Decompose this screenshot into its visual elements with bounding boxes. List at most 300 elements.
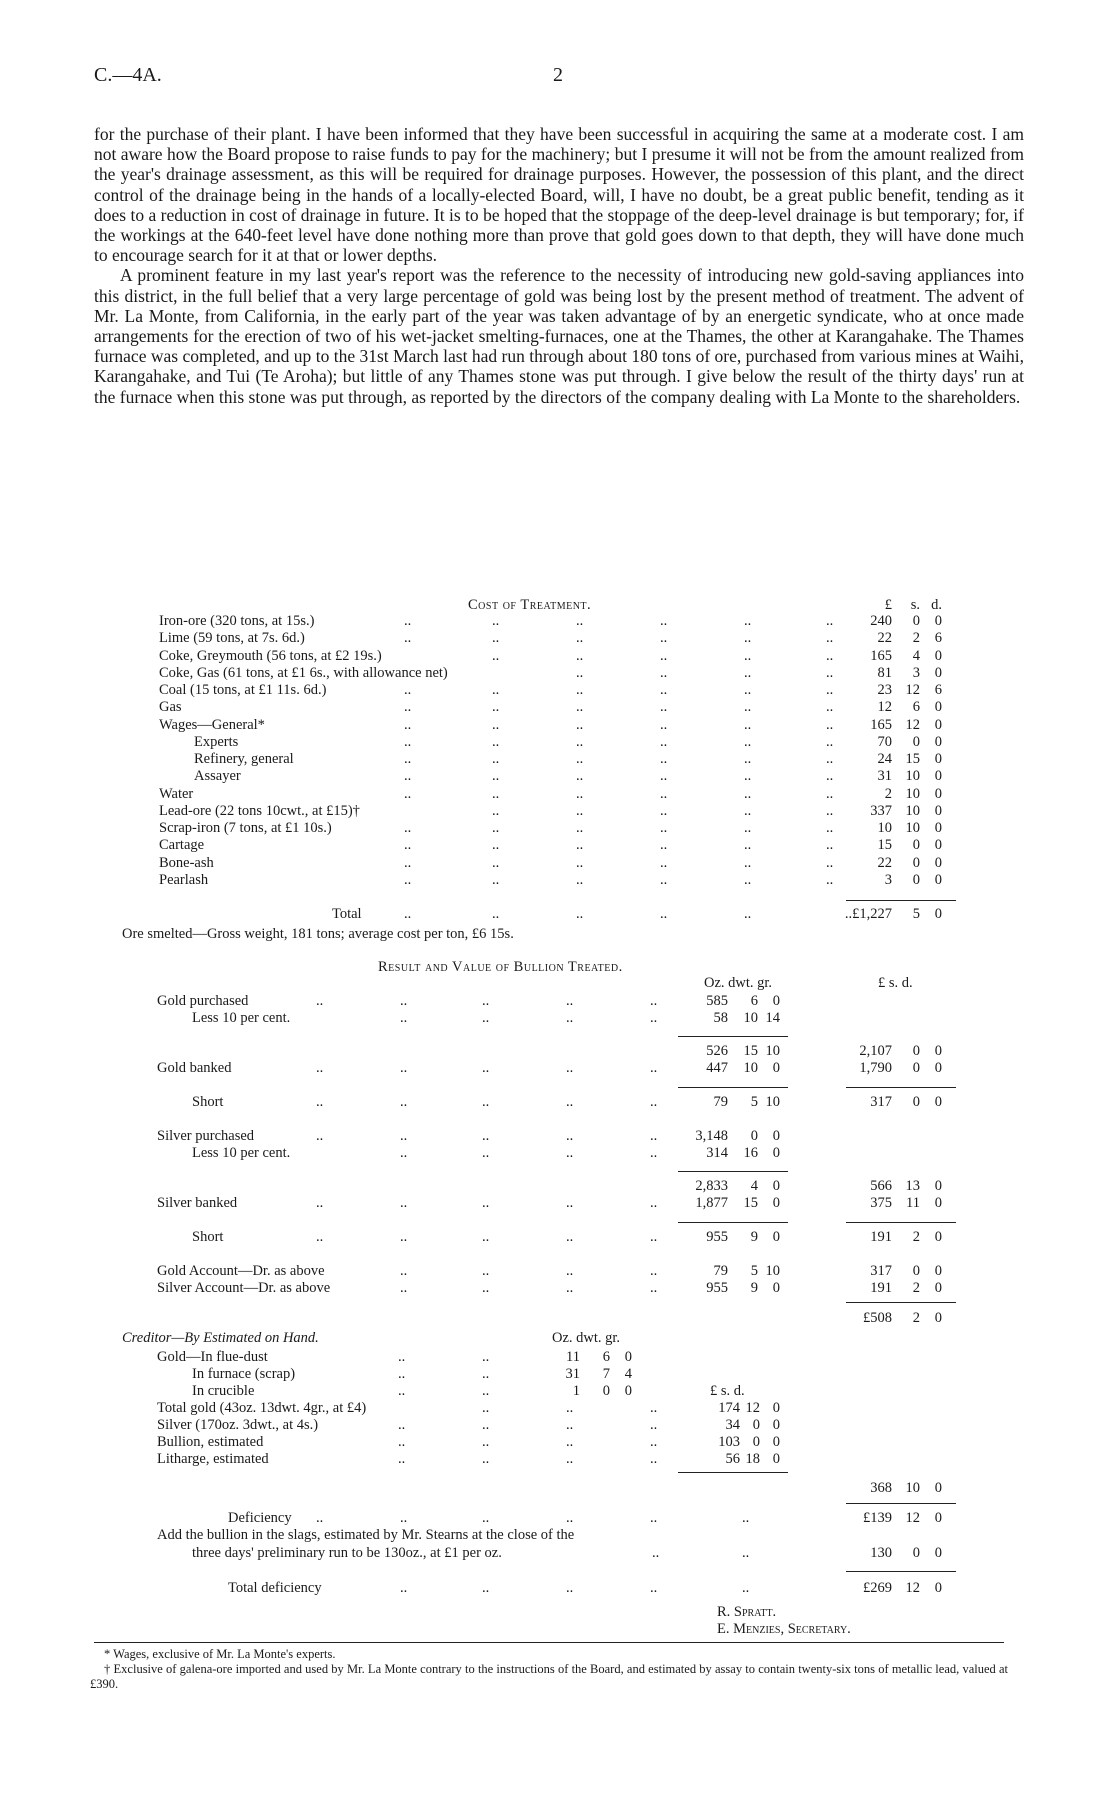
leader-dots: .. (650, 1229, 658, 1245)
creditor-oz-label: In furnace (scrap) (192, 1366, 296, 1382)
leader-dots: .. (398, 1383, 406, 1399)
leader-dots: .. (826, 613, 834, 629)
leader-dots: .. (398, 1417, 406, 1433)
leader-dots: .. (482, 1400, 490, 1416)
cost-row-label: Assayer (194, 768, 241, 785)
signature-menzies: E. Menzies, Secretary. (717, 1621, 851, 1637)
leader-dots: .. (650, 1434, 658, 1450)
leader-dots: .. (398, 1366, 406, 1382)
pence-value: 0 (934, 1280, 942, 1296)
leader-dots: .. (492, 751, 500, 767)
leader-dots: .. (744, 820, 752, 836)
bullion-add-line-1: Add the bullion in the slags, estimated by Mr. Stearns at the close of the (157, 1527, 575, 1543)
shillings-value: 2 (912, 1229, 920, 1245)
pounds-value: 81 (877, 664, 892, 681)
shillings-value: 0 (912, 733, 920, 750)
pence-value: 0 (934, 1060, 942, 1076)
leader-dots: .. (576, 820, 584, 836)
pence-value: 0 (934, 1043, 942, 1059)
grains-value: 14 (765, 1010, 780, 1026)
shillings-value: 2 (912, 630, 920, 647)
shillings-value: 10 (905, 768, 920, 785)
leader-dots: .. (492, 785, 500, 802)
ounces-value: 585 (706, 993, 728, 1009)
deficiency-pence: 0 (934, 1510, 942, 1526)
leader-dots: .. (660, 820, 668, 836)
leader-dots: .. (492, 682, 500, 698)
leader-dots: .. (660, 854, 668, 871)
shillings-value: 0 (912, 837, 920, 854)
leader-dots: .. (744, 733, 752, 750)
pence-value: 0 (934, 647, 942, 664)
leader-dots: .. (744, 664, 752, 681)
shillings-value: 13 (905, 1178, 920, 1194)
bullion-add-pence: 0 (934, 1545, 942, 1561)
cost-row-label: Wages—General* (159, 716, 265, 733)
pounds-value: 375 (870, 1195, 892, 1211)
leader-dots: .. (650, 1010, 658, 1026)
ounces-value: 1,877 (695, 1195, 728, 1211)
pence-value: 6 (934, 682, 942, 698)
leader-dots: .. (744, 682, 752, 698)
leader-dots: .. (566, 1195, 574, 1211)
leader-dots: .. (482, 1580, 490, 1596)
leader-dots: .. (316, 1128, 324, 1144)
leader-dots: .. (660, 871, 668, 888)
leader-dots: .. (566, 1280, 574, 1296)
cost-row-label: Lead-ore (22 tons 10cwt., at £15)† (159, 802, 360, 819)
leader-dots: .. (492, 837, 500, 854)
shillings-value: 3 (912, 664, 920, 681)
leader-dots: .. (404, 733, 412, 750)
leader-dots: .. (826, 768, 834, 785)
silver-subtotal-rule (678, 1171, 788, 1172)
leader-dots: .. (826, 820, 834, 836)
leader-dots: .. (482, 993, 490, 1009)
pounds-value: 22 (877, 854, 892, 871)
shillings-value: 15 (905, 751, 920, 767)
leader-dots: .. (566, 1580, 574, 1596)
leader-dots: .. (826, 785, 834, 802)
cost-row-label: Scrap-iron (7 tons, at £1 10s.) (159, 820, 332, 836)
leader-dots: .. (482, 1417, 490, 1433)
deficiency-rule (846, 1503, 956, 1504)
grains-value: 0 (772, 1128, 780, 1144)
leader-dots: .. (482, 1010, 490, 1026)
shillings-value: 0 (912, 1060, 920, 1076)
dwt-value: 4 (750, 1178, 758, 1194)
grains-value: 10 (765, 1043, 780, 1059)
leader-dots: .. (650, 993, 658, 1009)
dwt-value: 10 (743, 1010, 758, 1026)
pence-value: 0 (934, 785, 942, 802)
leader-dots: .. (316, 993, 324, 1009)
leader-dots: .. (404, 613, 412, 629)
pence-value: 0 (934, 733, 942, 750)
leader-dots: .. (826, 733, 834, 750)
leader-dots: .. (398, 1349, 406, 1365)
leader-dots: .. (400, 1094, 408, 1110)
leader-dots: .. (492, 802, 500, 819)
leader-dots: .. (482, 1145, 490, 1161)
pounds-value: 191 (870, 1280, 892, 1296)
shillings-value: 0 (912, 871, 920, 888)
result-row-label: Silver Account—Dr. as above (157, 1280, 331, 1296)
leader-dots: .. (492, 854, 500, 871)
leader-dots: .. (404, 906, 412, 922)
bullion-add-shillings: 0 (912, 1545, 920, 1561)
leader-dots: .. (576, 682, 584, 698)
shillings-value: 11 (906, 1195, 920, 1211)
creditor-money-label: Silver (170oz. 3dwt., at 4s.) (157, 1417, 319, 1433)
gold-subtotal-rule (678, 1036, 788, 1037)
leader-dots: .. (660, 906, 668, 922)
cost-table-title: Cost of Treatment. (468, 597, 592, 613)
pounds-value: 566 (870, 1178, 892, 1194)
leader-dots: .. (650, 1145, 658, 1161)
leader-dots: .. (744, 837, 752, 854)
creditor-pounds: 34 (725, 1417, 740, 1433)
leader-dots: .. (826, 682, 834, 698)
creditor-pounds: 56 (725, 1451, 740, 1467)
leader-dots: .. (826, 630, 834, 647)
shillings-value: 2 (912, 1280, 920, 1296)
cost-row-label: Cartage (159, 837, 205, 854)
cost-row-label: Pearlash (159, 871, 209, 888)
leader-dots: .. (400, 1263, 408, 1279)
pounds-value: 24 (877, 751, 892, 767)
result-table-title: Result and Value of Bullion Treated. (378, 959, 623, 975)
ounces-value: 58 (713, 1010, 728, 1026)
cost-row-label: Lime (59 tons, at 7s. 6d.) (159, 630, 305, 647)
pounds-value: 165 (870, 716, 892, 733)
bullion-add-pounds: 130 (870, 1545, 892, 1561)
pounds-value: 22 (877, 630, 892, 647)
leader-dots: .. (660, 613, 668, 629)
leader-dots: .. (566, 1060, 574, 1076)
dwt-value: 16 (743, 1145, 758, 1161)
dwt-value: 5 (750, 1094, 758, 1110)
leader-dots: .. (492, 699, 500, 716)
leader-dots: .. (576, 837, 584, 854)
accounts-sum-pounds: £508 (863, 1310, 892, 1326)
cost-row-label: Refinery, general (194, 751, 294, 767)
leader-dots: .. (744, 751, 752, 767)
result-row-label: Short (192, 1229, 224, 1245)
signature-spratt: R. Spratt. (717, 1604, 777, 1620)
leader-dots: .. (404, 716, 412, 733)
pounds-value: 317 (870, 1263, 892, 1279)
pence-value: 6 (934, 630, 942, 647)
leader-dots: .. (660, 837, 668, 854)
dwt-value: 5 (750, 1263, 758, 1279)
leader-dots: .. (744, 716, 752, 733)
grains-value: 0 (772, 1145, 780, 1161)
ounces-value: 31 (565, 1366, 580, 1382)
leader-dots: .. (400, 1510, 408, 1526)
leader-dots: .. (660, 751, 668, 767)
leader-dots: .. (482, 1366, 490, 1382)
creditor-oz-label: In crucible (192, 1383, 255, 1399)
leader-dots: .. (482, 1349, 490, 1365)
pence-value: 0 (934, 613, 942, 629)
accounts-sum-shillings: 2 (912, 1310, 920, 1326)
leader-dots: .. (492, 871, 500, 888)
cost-row-label: Experts (194, 733, 239, 750)
page-number: 2 (553, 64, 563, 86)
paragraph-1: for the purchase of their plant. I have been informed that they have been successful in acquiring the same at a moderate cost. I am not aware how the Board propose to raise funds to pay for the machinery; but I presume it will not be from the amount realized from the year's drainage assessment, as this will be required for drainage purposes. However, the possession of this plant, and the direct control of the drainage being in the hands of a locally-elected Board, will, I have no doubt, be a great public benefit, tending as it does to a reduction in cost of drainage in future. It is to be hoped that the stoppage of the deep-level drainage is but temporary; for, if the workings at the 640-feet level have done nothing more than prove that gold goes down to that depth, they will have done much to encourage search for it at that or lower depths. (94, 124, 1024, 266)
footnote-1: * Wages, exclusive of Mr. La Monte's experts. (104, 1647, 336, 1661)
leader-dots: .. (826, 647, 834, 664)
creditor-sum-shillings: 10 (905, 1480, 920, 1496)
leader-dots: .. (660, 682, 668, 698)
leader-dots: .. (404, 751, 412, 767)
leader-dots: .. (650, 1400, 658, 1416)
pounds-value: 70 (877, 733, 892, 750)
section-code: C.—4A. (94, 64, 162, 86)
creditor-money-label: Bullion, estimated (157, 1434, 264, 1450)
shillings-value: 0 (912, 1263, 920, 1279)
dwt-value: 15 (743, 1195, 758, 1211)
shillings-value: 0 (912, 1094, 920, 1110)
creditor-shillings: 12 (745, 1400, 760, 1416)
paragraph-2: A prominent feature in my last year's report was the reference to the necessity of introducing new gold-saving appliances into this district, in the full belief that a very large percentage of gold was being lost by the present method of treatment. The advent of Mr. La Monte, from California, in the early part of the year was taken advantage of by an energetic syndicate, who at once made arrangements for the erection of two of his wet-jacket smelting-furnaces, one at the Thames, the other at Karangahake. The Thames furnace was completed, and up to the 31st March last had run through about 180 tons of ore, purchased from various mines at Waihi, Karangahake, and Tui (Te Aroha); but little of any Thames stone was put through. I give below the result of the thirty days' run at the furnace when this stone was put through, as reported by the directors of the company dealing with La Monte to the shareholders. (94, 265, 1024, 407)
cost-row-label: Coke, Greymouth (56 tons, at £2 19s.) (159, 647, 382, 664)
pence-value: 0 (934, 871, 942, 888)
leader-dots: .. (566, 1510, 574, 1526)
leader-dots: .. (404, 785, 412, 802)
leader-dots: .. (744, 906, 752, 922)
pounds-value: 1,790 (859, 1060, 892, 1076)
leader-dots: .. (576, 733, 584, 750)
deficiency-pounds: £139 (863, 1510, 892, 1526)
leader-dots: .. (404, 820, 412, 836)
creditor-pence: 0 (772, 1417, 780, 1433)
leader-dots: .. (650, 1280, 658, 1296)
pence-value: 0 (934, 1094, 942, 1110)
leader-dots: .. (492, 630, 500, 647)
leader-dots: .. (650, 1128, 658, 1144)
dwt-value: 10 (743, 1060, 758, 1076)
creditor-money-label: Total gold (43oz. 13dwt. 4gr., at £4) (157, 1400, 367, 1416)
cost-row-label: Coal (15 tons, at £1 11s. 6d.) (159, 682, 327, 698)
ounces-value: 11 (566, 1349, 580, 1365)
grains-value: 10 (765, 1094, 780, 1110)
pounds-value: 23 (877, 682, 892, 698)
leader-dots: .. (576, 785, 584, 802)
leader-dots: .. (742, 1580, 750, 1596)
leader-dots: .. (660, 802, 668, 819)
grains-value: 0 (772, 1229, 780, 1245)
leader-dots: .. (650, 1263, 658, 1279)
leader-dots: .. (660, 647, 668, 664)
shillings-value: 10 (905, 802, 920, 819)
deficiency-label: Deficiency (228, 1510, 292, 1526)
leader-dots: .. (316, 1229, 324, 1245)
creditor-shillings: 18 (745, 1451, 760, 1467)
leader-dots: .. (744, 613, 752, 629)
pence-value: 0 (934, 854, 942, 871)
leader-dots: .. (492, 906, 500, 922)
silver-short-rule (678, 1222, 788, 1223)
ounces-value: 955 (706, 1229, 728, 1245)
leader-dots: .. (576, 906, 584, 922)
leader-dots: .. (482, 1195, 490, 1211)
ounces-value: 3,148 (695, 1128, 728, 1144)
leader-dots: .. (650, 1094, 658, 1110)
pence-value: 0 (934, 699, 942, 716)
total-deficiency-pounds: £269 (863, 1580, 892, 1596)
pounds-value: 240 (870, 613, 892, 629)
creditor-oz-label: Gold—In flue-dust (157, 1349, 268, 1365)
total-deficiency-rule (846, 1571, 956, 1572)
shillings-value: 6 (912, 699, 920, 716)
leader-dots: .. (826, 837, 834, 854)
leader-dots: .. (398, 1451, 406, 1467)
leader-dots: .. (826, 751, 834, 767)
leader-dots: .. (482, 1128, 490, 1144)
gold-short-rule (678, 1087, 788, 1088)
dwt-value: 9 (750, 1229, 758, 1245)
total-deficiency-label: Total deficiency (228, 1580, 322, 1596)
leader-dots: .. (576, 751, 584, 767)
leader-dots: .. (744, 854, 752, 871)
pence-value: 0 (934, 1263, 942, 1279)
money-header: £ s. d. (878, 975, 913, 991)
dwt-value: 6 (750, 993, 758, 1009)
cost-row-label: Bone-ash (159, 854, 214, 871)
leader-dots: .. (400, 1580, 408, 1596)
pounds-value: 2 (884, 785, 892, 802)
shillings-value: 12 (905, 682, 920, 698)
creditor-pence: 0 (772, 1434, 780, 1450)
leader-dots: .. (576, 854, 584, 871)
leader-dots: .. (576, 768, 584, 785)
footnote-rule (94, 1642, 1004, 1643)
leader-dots: .. (400, 1145, 408, 1161)
leader-dots: .. (826, 664, 834, 681)
leader-dots: .. (400, 1128, 408, 1144)
ounces-value: 1 (572, 1383, 580, 1399)
shillings-value: 4 (912, 647, 920, 664)
leader-dots: .. (482, 1229, 490, 1245)
cost-row-label: Water (159, 785, 194, 802)
leader-dots: .. (400, 993, 408, 1009)
leader-dots: .. (576, 802, 584, 819)
accounts-sum-pence: 0 (934, 1310, 942, 1326)
cost-total-shillings: 5 (912, 906, 920, 922)
grains-value: 0 (624, 1383, 632, 1399)
leader-dots: .. (482, 1263, 490, 1279)
leader-dots: .. (404, 854, 412, 871)
shillings-value: 0 (912, 854, 920, 871)
result-row-label: Gold purchased (157, 993, 249, 1009)
leader-dots: .. (650, 1451, 658, 1467)
leader-dots: .. (826, 854, 834, 871)
dwt-value: 0 (602, 1383, 610, 1399)
leader-dots: .. (482, 1280, 490, 1296)
leader-dots: .. (650, 1060, 658, 1076)
grains-value: 0 (772, 1280, 780, 1296)
shillings-value: 10 (905, 785, 920, 802)
pence-value: 0 (934, 837, 942, 854)
result-row-label: Silver banked (157, 1195, 238, 1211)
creditor-shillings: 0 (752, 1417, 760, 1433)
pence-value: 0 (934, 1195, 942, 1211)
leader-dots: .. (404, 871, 412, 888)
ounces-value: 955 (706, 1280, 728, 1296)
leader-dots: .. (400, 1060, 408, 1076)
leader-dots: .. (492, 613, 500, 629)
cost-total-label: Total (332, 906, 362, 922)
leader-dots: .. (576, 871, 584, 888)
leader-dots: .. (660, 768, 668, 785)
bullion-add-line-2: three days' preliminary run to be 130oz., at £1 per oz. (192, 1545, 502, 1561)
ounces-value: 314 (706, 1145, 728, 1161)
pounds-value: 31 (877, 768, 892, 785)
leader-dots: .. (744, 699, 752, 716)
ore-smelted-note: Ore smelted—Gross weight, 181 tons; average cost per ton, £6 15s. (122, 926, 514, 942)
leader-dots: .. (482, 1510, 490, 1526)
shillings-value: 12 (905, 716, 920, 733)
leader-dots: .. (316, 1195, 324, 1211)
pounds-header: £ (884, 597, 892, 613)
leader-dots: .. (482, 1434, 490, 1450)
leader-dots: .. (400, 1195, 408, 1211)
leader-dots: .. (316, 1094, 324, 1110)
leader-dots: .. (650, 1417, 658, 1433)
leader-dots: .. (660, 630, 668, 647)
leader-dots: .. (660, 716, 668, 733)
leader-dots: .. (650, 1580, 658, 1596)
pence-value: 0 (934, 664, 942, 681)
grains-value: 0 (772, 1178, 780, 1194)
creditor-rule (678, 1472, 788, 1473)
leader-dots: .. (650, 1510, 658, 1526)
creditor-oz-header: Oz. dwt. gr. (552, 1330, 621, 1346)
oz-header: Oz. dwt. gr. (704, 975, 773, 991)
pence-value: 0 (934, 751, 942, 767)
creditor-shillings: 0 (752, 1434, 760, 1450)
ounces-value: 79 (713, 1263, 728, 1279)
pounds-value: 337 (870, 802, 892, 819)
grains-value: 0 (772, 1195, 780, 1211)
pounds-value: 3 (884, 871, 892, 888)
cost-total-rule (846, 900, 956, 901)
leader-dots: .. (660, 699, 668, 716)
creditor-pounds: 174 (718, 1400, 740, 1416)
creditor-money-header: £ s. d. (710, 1383, 745, 1399)
grains-value: 0 (772, 1060, 780, 1076)
leader-dots: .. (566, 1400, 574, 1416)
grains-value: 0 (624, 1349, 632, 1365)
leader-dots: .. (576, 613, 584, 629)
result-row-label: Short (192, 1094, 224, 1110)
cost-row-label: Iron-ore (320 tons, at 15s.) (159, 613, 315, 629)
leader-dots: .. (652, 1545, 660, 1561)
leader-dots: .. (404, 630, 412, 647)
leader-dots: .. (566, 1010, 574, 1026)
result-row-label: Gold Account—Dr. as above (157, 1263, 325, 1279)
leader-dots: .. (566, 1263, 574, 1279)
cost-row-label: Coke, Gas (61 tons, at £1 6s., with allowance net) (159, 664, 448, 681)
leader-dots: .. (400, 1010, 408, 1026)
cost-row-label: Gas (159, 699, 182, 716)
creditor-pounds: 103 (718, 1434, 740, 1450)
shillings-value: 10 (905, 820, 920, 836)
leader-dots: .. (826, 802, 834, 819)
pounds-value: 15 (877, 837, 892, 854)
